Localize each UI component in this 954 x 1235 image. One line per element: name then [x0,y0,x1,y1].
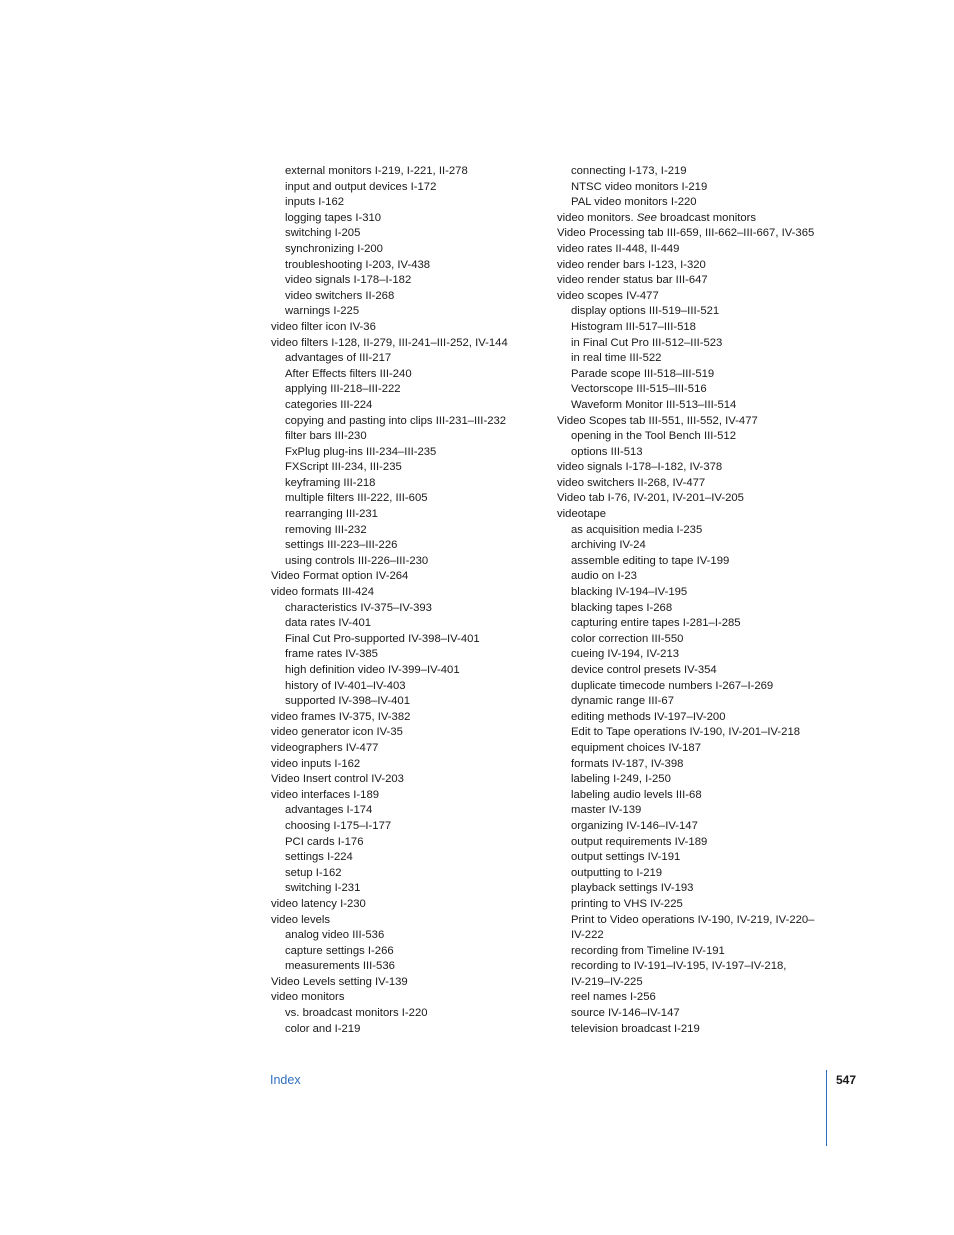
index-subentry: IV-219–IV-225 [571,975,643,988]
index-subentry: frame rates IV-385 [285,648,378,661]
index-subentry: blacking IV-194–IV-195 [571,586,688,599]
index-subentry: copying and pasting into clips III-231–III-232 [285,414,507,427]
index-subentry: color and I-219 [285,1022,361,1035]
index-subentry: source IV-146–IV-147 [571,1007,680,1020]
index-subentry: cueing IV-194, IV-213 [571,648,680,661]
index-entry: video signals I-178–I-182, IV-378 [557,461,723,474]
index-subentry: Waveform Monitor III-513–III-514 [571,398,737,411]
index-subentry: using controls III-226–III-230 [285,554,429,567]
index-subentry: Final Cut Pro-supported IV-398–IV-401 [285,632,480,645]
index-entry: Video Insert control IV-203 [271,773,404,786]
index-subentry: master IV-139 [571,804,642,817]
index-entry: Video Levels setting IV-139 [271,975,408,988]
index-subentry: FXScript III-234, III-235 [285,461,402,474]
index-subentry: labeling I-249, I-250 [571,773,671,786]
index-subentry: formats IV-187, IV-398 [571,757,684,770]
index-subentry: inputs I-162 [285,196,345,209]
index-subentry: blacking tapes I-268 [571,601,673,614]
index-subentry: printing to VHS IV-225 [571,897,683,910]
index-entry: video monitors [271,991,345,1004]
index-entry: Video Format option IV-264 [271,570,409,583]
index-entry: video filters I-128, II-279, III-241–III-252, IV-144 [271,336,508,349]
index-subentry: outputting to I-219 [571,866,663,879]
index-subentry: Parade scope III-518–III-519 [571,367,715,380]
index-subentry: IV-222 [571,929,604,942]
footer-section-label: Index [270,1073,301,1087]
index-entry: video switchers II-268, IV-477 [557,476,706,489]
index-subentry: as acquisition media I-235 [571,523,703,536]
index-subentry: switching I-205 [285,227,361,240]
index-subentry: applying III-218–III-222 [285,383,401,396]
index-entry: video latency I-230 [271,897,366,910]
index-subentry: archiving IV-24 [571,539,646,552]
index-subentry: After Effects filters III-240 [285,367,412,380]
index-subentry: filter bars III-230 [285,430,367,443]
index-subentry: setup I-162 [285,866,342,879]
footer-divider [826,1070,827,1146]
index-subentry: troubleshooting I-203, IV-438 [285,258,431,271]
index-subentry: labeling audio levels III-68 [571,788,702,801]
index-subentry: recording from Timeline IV-191 [571,944,725,957]
index-subentry: recording to IV-191–IV-195, IV-197–IV-218, [571,960,787,973]
index-subentry: keyframing III-218 [285,476,376,489]
index-entry: video filter icon IV-36 [271,320,376,333]
index-subentry: analog video III-536 [285,929,385,942]
index-subentry: duplicate timecode numbers I-267–I-269 [571,679,774,692]
index-subentry: external monitors I-219, I-221, II-278 [285,165,468,177]
index-subentry: audio on I-23 [571,570,637,583]
index-entry: videotape [557,508,606,521]
index-subentry: input and output devices I-172 [285,180,437,193]
index-entry: video inputs I-162 [271,757,361,770]
index-column-left [271,164,541,1037]
index-subentry: removing III-232 [285,523,367,536]
index-subentry: characteristics IV-375–IV-393 [285,601,432,614]
index-subentry: video switchers II-268 [285,289,395,302]
index-subentry: display options III-519–III-521 [571,305,720,318]
index-subentry: choosing I-175–I-177 [285,819,392,832]
index-subentry: playback settings IV-193 [571,882,694,895]
index-subentry: in Final Cut Pro III-512–III-523 [571,336,723,349]
index-subentry: opening in the Tool Bench III-512 [571,430,736,443]
index-subentry: equipment choices IV-187 [571,741,701,754]
index-entry: video generator icon IV-35 [271,726,403,739]
page-number: 547 [836,1073,857,1087]
index-subentry: measurements III-536 [285,960,395,973]
index-subentry: in real time III-522 [571,352,662,365]
index-subentry: organizing IV-146–IV-147 [571,819,698,832]
index-subentry: settings III-223–III-226 [285,539,398,552]
index-subentry: logging tapes I-310 [285,211,382,224]
index-subentry: advantages I-174 [285,804,373,817]
index-subentry: editing methods IV-197–IV-200 [571,710,726,723]
index-subentry: dynamic range III-67 [571,695,674,708]
index-subentry: PAL video monitors I-220 [571,196,697,209]
index-entry: video render bars I-123, I-320 [557,258,706,271]
index-subentry: video signals I-178–I-182 [285,274,412,287]
index-subentry: warnings I-225 [285,305,360,318]
index-entry: video render status bar III-647 [557,274,708,287]
index-subentry: switching I-231 [285,882,361,895]
index-subentry: high definition video IV-399–IV-401 [285,664,460,676]
index-subentry: synchronizing I-200 [285,242,383,255]
index-entry: video levels [271,913,331,926]
index-subentry: settings I-224 [285,851,353,864]
index-subentry: NTSC video monitors I-219 [571,180,708,193]
index-entry: video interfaces I-189 [271,788,380,801]
index-entry: video monitors. See broadcast monitors [557,211,757,224]
index-subentry: options III-513 [571,445,643,458]
index-subentry: connecting I-173, I-219 [571,165,687,177]
index-subentry: Histogram III-517–III-518 [571,320,696,333]
index-subentry: PCI cards I-176 [285,835,364,848]
index-subentry: supported IV-398–IV-401 [285,695,410,708]
index-subentry: color correction III-550 [571,632,684,645]
index-subentry: device control presets IV-354 [571,664,717,676]
index-entry: videographers IV-477 [271,741,379,754]
index-subentry: reel names I-256 [571,991,656,1004]
index-column-right [557,164,827,1037]
index-subentry: capture settings I-266 [285,944,394,957]
index-subentry: FxPlug plug-ins III-234–III-235 [285,445,437,458]
index-entry: video formats III-424 [271,586,374,599]
index-subentry: history of IV-401–IV-403 [285,679,406,692]
index-subentry: advantages of III-217 [285,352,392,365]
index-subentry: multiple filters III-222, III-605 [285,492,428,505]
index-subentry: Vectorscope III-515–III-516 [571,383,707,396]
index-subentry: capturing entire tapes I-281–I-285 [571,617,741,630]
index-entry: video rates II-448, II-449 [557,242,680,255]
index-subentry: assemble editing to tape IV-199 [571,554,730,567]
index-subentry: output requirements IV-189 [571,835,708,848]
index-entry: video scopes IV-477 [557,289,659,302]
see-reference: See [636,211,657,224]
index-entry: Video Scopes tab III-551, III-552, IV-477 [557,414,758,427]
index-subentry: rearranging III-231 [285,508,378,521]
index-subentry: categories III-224 [285,398,373,411]
index-subentry: Edit to Tape operations IV-190, IV-201–IV-218 [571,726,801,739]
index-subentry: vs. broadcast monitors I-220 [285,1007,428,1020]
index-entry: Video tab I-76, IV-201, IV-201–IV-205 [557,492,744,505]
index-subentry: output settings IV-191 [571,851,681,864]
index-entry: video frames IV-375, IV-382 [271,710,411,723]
index-subentry: data rates IV-401 [285,617,372,630]
index-entry: Video Processing tab III-659, III-662–III-667, IV-365 [557,227,815,240]
index-subentry: television broadcast I-219 [571,1022,700,1035]
index-subentry: Print to Video operations IV-190, IV-219, IV-220– [571,913,815,926]
